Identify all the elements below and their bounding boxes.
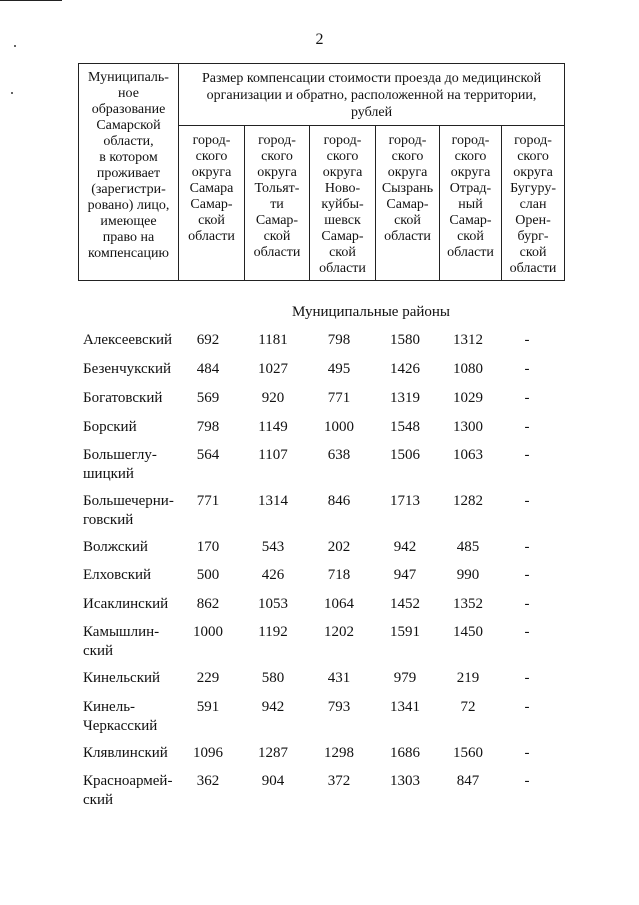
value-cell: 846 xyxy=(327,493,351,509)
value-cell: 1287 xyxy=(258,745,288,761)
value-cell: 564 xyxy=(196,447,220,463)
section-title: Муниципальные районы xyxy=(291,304,451,320)
column-header-line: Самар- xyxy=(255,213,299,228)
value-cell: - xyxy=(524,390,530,406)
column-header-line: ской xyxy=(263,229,291,244)
value-cell: - xyxy=(524,596,530,612)
value-cell: 1452 xyxy=(390,596,420,612)
value-cell: 1107 xyxy=(258,447,288,463)
column-header-line: округа xyxy=(257,165,297,180)
value-cell: 771 xyxy=(327,390,351,406)
municipality-header-line: в котором xyxy=(99,150,158,165)
value-cell: 591 xyxy=(196,699,220,715)
district-name xyxy=(83,772,183,810)
value-cell: 569 xyxy=(196,390,220,406)
district-name-line: Волжский xyxy=(83,539,148,555)
column-header-line: округа xyxy=(513,165,553,180)
column-header-line: город- xyxy=(514,133,552,148)
column-header-line: Орен- xyxy=(515,213,551,228)
district-name-line: Исаклинский xyxy=(83,596,169,612)
column-header-line: город- xyxy=(451,133,490,148)
district-name xyxy=(83,418,183,437)
value-cell: - xyxy=(524,699,530,715)
value-cell: 942 xyxy=(261,699,285,715)
value-cell: 1319 xyxy=(390,390,420,406)
municipality-header-line: имеющее xyxy=(100,214,157,229)
value-cell: - xyxy=(524,624,530,640)
column-header-line: области xyxy=(384,229,431,244)
district-name-line: Безенчукский xyxy=(83,361,172,377)
column-header-line: ской xyxy=(519,245,547,260)
value-cell: 1064 xyxy=(324,596,354,612)
value-cell: 362 xyxy=(196,773,220,789)
district-name-line: Елховский xyxy=(83,567,152,583)
district-name-line: Борский xyxy=(83,419,137,435)
column-header-line: Сызрань xyxy=(381,181,434,196)
value-cell: 484 xyxy=(196,361,220,377)
value-cell: 1202 xyxy=(324,624,354,640)
column-header-5 xyxy=(440,126,502,281)
value-cell: - xyxy=(524,493,530,509)
district-name-line: ский xyxy=(83,643,113,659)
district-name xyxy=(83,669,183,688)
compensation-header xyxy=(179,64,565,126)
district-name xyxy=(83,698,183,736)
district-name-line: Красноармей- xyxy=(83,773,173,789)
column-header-line: области xyxy=(509,261,557,276)
page-number: 2 xyxy=(315,31,324,48)
column-header-line: город- xyxy=(323,133,362,148)
value-cell: - xyxy=(524,745,530,761)
value-cell: 692 xyxy=(196,332,220,348)
value-cell: 1000 xyxy=(324,419,354,435)
municipality-header-line: (зарегистри- xyxy=(91,182,166,197)
column-header-line: Самар- xyxy=(449,213,492,228)
value-cell: 1181 xyxy=(258,332,288,348)
column-header-1 xyxy=(179,126,245,281)
column-header-line: Бугуру- xyxy=(510,181,556,196)
district-name-line: Клявлинский xyxy=(83,745,168,761)
column-header-line: области xyxy=(447,245,494,260)
district-name xyxy=(83,446,183,484)
column-header-line: город- xyxy=(258,133,296,148)
value-cell: 1000 xyxy=(193,624,223,640)
value-cell: 798 xyxy=(327,332,351,348)
column-header-line: округа xyxy=(450,165,491,180)
value-cell: 990 xyxy=(456,567,480,583)
value-cell: - xyxy=(524,539,530,555)
district-name-line: Алексеевский xyxy=(83,332,173,348)
municipality-header-line: ровано) лицо, xyxy=(87,198,170,213)
value-cell: 580 xyxy=(261,670,285,686)
value-cell: 947 xyxy=(393,567,417,583)
compensation-header-line: Размер компенсации стоимости проезда до медицинской xyxy=(201,71,542,86)
district-name xyxy=(83,331,183,350)
value-cell: 426 xyxy=(261,567,285,583)
column-header-6 xyxy=(502,126,565,281)
district-name xyxy=(83,744,183,763)
value-cell: 1560 xyxy=(453,745,483,761)
value-cell: 1548 xyxy=(390,419,420,435)
value-cell: 372 xyxy=(327,773,351,789)
column-header-line: город- xyxy=(192,133,231,148)
column-header-line: ского xyxy=(454,149,487,164)
district-name xyxy=(83,566,183,585)
column-header-line: ского xyxy=(326,149,359,164)
column-header-4 xyxy=(376,126,440,281)
value-cell: 1686 xyxy=(390,745,420,761)
district-name xyxy=(83,538,183,557)
column-header-2 xyxy=(245,126,310,281)
header-table xyxy=(78,63,565,281)
column-header-line: Тольят- xyxy=(254,181,300,196)
column-header-line: области xyxy=(188,229,235,244)
value-cell: 1053 xyxy=(258,596,288,612)
scan-speck xyxy=(11,92,13,94)
value-cell: 1450 xyxy=(453,624,483,640)
district-name-line: Большечерни- xyxy=(83,493,174,509)
value-cell: 718 xyxy=(327,567,351,583)
district-name-line: Кинельский xyxy=(83,670,161,686)
column-header-line: округа xyxy=(191,165,232,180)
value-cell: 1580 xyxy=(390,332,420,348)
value-cell: 202 xyxy=(327,539,351,555)
value-cell: 1426 xyxy=(390,361,420,377)
district-name-line: шицкий xyxy=(83,466,134,482)
district-name-line: Черкасский xyxy=(83,718,158,734)
value-cell: 431 xyxy=(327,670,351,686)
value-cell: - xyxy=(524,332,530,348)
column-header-line: ской xyxy=(198,213,225,228)
value-cell: 170 xyxy=(196,539,220,555)
value-cell: 495 xyxy=(327,361,351,377)
value-cell: 229 xyxy=(196,670,220,686)
value-cell: - xyxy=(524,419,530,435)
column-header-line: округа xyxy=(322,165,363,180)
column-header-line: Самар- xyxy=(321,229,364,244)
column-header-line: ской xyxy=(329,245,356,260)
municipality-header-line: Муниципаль- xyxy=(88,70,169,85)
municipality-header xyxy=(79,64,179,281)
column-header-line: Отрад- xyxy=(449,181,492,196)
column-header-line: ского xyxy=(391,149,424,164)
value-cell: 1080 xyxy=(453,361,483,377)
value-cell: 1298 xyxy=(324,745,354,761)
column-header-line: куйбы- xyxy=(321,197,364,212)
value-cell: 1314 xyxy=(258,493,288,509)
value-cell: 543 xyxy=(261,539,285,555)
value-cell: 1027 xyxy=(258,361,288,377)
value-cell: 979 xyxy=(393,670,417,686)
value-cell: - xyxy=(524,361,530,377)
municipality-header-line: компенсацию xyxy=(88,246,169,261)
column-header-line: ской xyxy=(394,213,421,228)
column-header-3 xyxy=(310,126,376,281)
value-cell: 771 xyxy=(196,493,220,509)
column-header-line: ти xyxy=(270,197,284,212)
value-cell: 1312 xyxy=(453,332,483,348)
value-cell: 1282 xyxy=(453,493,483,509)
value-cell: - xyxy=(524,670,530,686)
top-edge-line xyxy=(0,0,62,1)
value-cell: - xyxy=(524,773,530,789)
district-name xyxy=(83,360,183,379)
value-cell: 1300 xyxy=(453,419,483,435)
municipality-header-line: ное xyxy=(118,86,139,101)
value-cell: 1192 xyxy=(258,624,288,640)
column-header-line: округа xyxy=(387,165,428,180)
compensation-header-line: рублей xyxy=(350,105,393,120)
column-header-line: ской xyxy=(457,229,484,244)
value-cell: 72 xyxy=(460,699,476,715)
column-header-line: Самар- xyxy=(190,197,233,212)
value-cell: 1063 xyxy=(453,447,483,463)
column-header-line: ского xyxy=(517,149,549,164)
district-name-line: Кинель- xyxy=(83,699,136,715)
column-header-line: ского xyxy=(195,149,228,164)
value-cell: 1713 xyxy=(390,493,420,509)
column-header-line: области xyxy=(319,261,366,276)
column-header-line: области xyxy=(253,245,301,260)
value-cell: 500 xyxy=(196,567,220,583)
column-header-line: Самар- xyxy=(386,197,429,212)
district-name xyxy=(83,623,183,661)
value-cell: 847 xyxy=(456,773,480,789)
value-cell: 1149 xyxy=(258,419,288,435)
column-header-line: слан xyxy=(519,197,547,212)
district-name xyxy=(83,389,183,408)
value-cell: 1096 xyxy=(193,745,223,761)
district-name-line: ский xyxy=(83,792,113,808)
column-header-line: ный xyxy=(458,197,483,212)
value-cell: 485 xyxy=(456,539,480,555)
value-cell: 1506 xyxy=(390,447,420,463)
value-cell: 793 xyxy=(327,699,351,715)
value-cell: 920 xyxy=(261,390,285,406)
value-cell: 1591 xyxy=(390,624,420,640)
value-cell: - xyxy=(524,447,530,463)
value-cell: 798 xyxy=(196,419,220,435)
district-name xyxy=(83,595,183,614)
column-header-line: Ново- xyxy=(324,181,361,196)
district-name-line: говский xyxy=(83,512,134,528)
value-cell: 638 xyxy=(327,447,351,463)
column-header-line: ского xyxy=(261,149,293,164)
value-cell: 904 xyxy=(261,773,285,789)
municipality-header-line: области, xyxy=(103,134,154,149)
compensation-header-line: организации и обратно, расположенной на территории, xyxy=(206,88,537,103)
value-cell: 219 xyxy=(456,670,480,686)
municipality-header-line: проживает xyxy=(96,166,161,181)
value-cell: 1029 xyxy=(453,390,483,406)
district-name-line: Большеглу- xyxy=(83,447,157,463)
value-cell: 1341 xyxy=(390,699,420,715)
value-cell: - xyxy=(524,567,530,583)
district-name-line: Камышлин- xyxy=(83,624,160,640)
district-name xyxy=(83,492,183,530)
municipality-header-line: образование xyxy=(91,102,166,117)
value-cell: 862 xyxy=(196,596,220,612)
column-header-line: бург- xyxy=(517,229,549,244)
column-header-line: Самара xyxy=(189,181,234,196)
municipality-header-line: Самарской xyxy=(96,118,161,133)
value-cell: 942 xyxy=(393,539,417,555)
district-name-line: Богатовский xyxy=(83,390,163,406)
municipality-header-line: право на xyxy=(102,230,155,245)
column-header-line: шевск xyxy=(324,213,361,228)
column-header-line: город- xyxy=(388,133,427,148)
value-cell: 1352 xyxy=(453,596,483,612)
value-cell: 1303 xyxy=(390,773,420,789)
